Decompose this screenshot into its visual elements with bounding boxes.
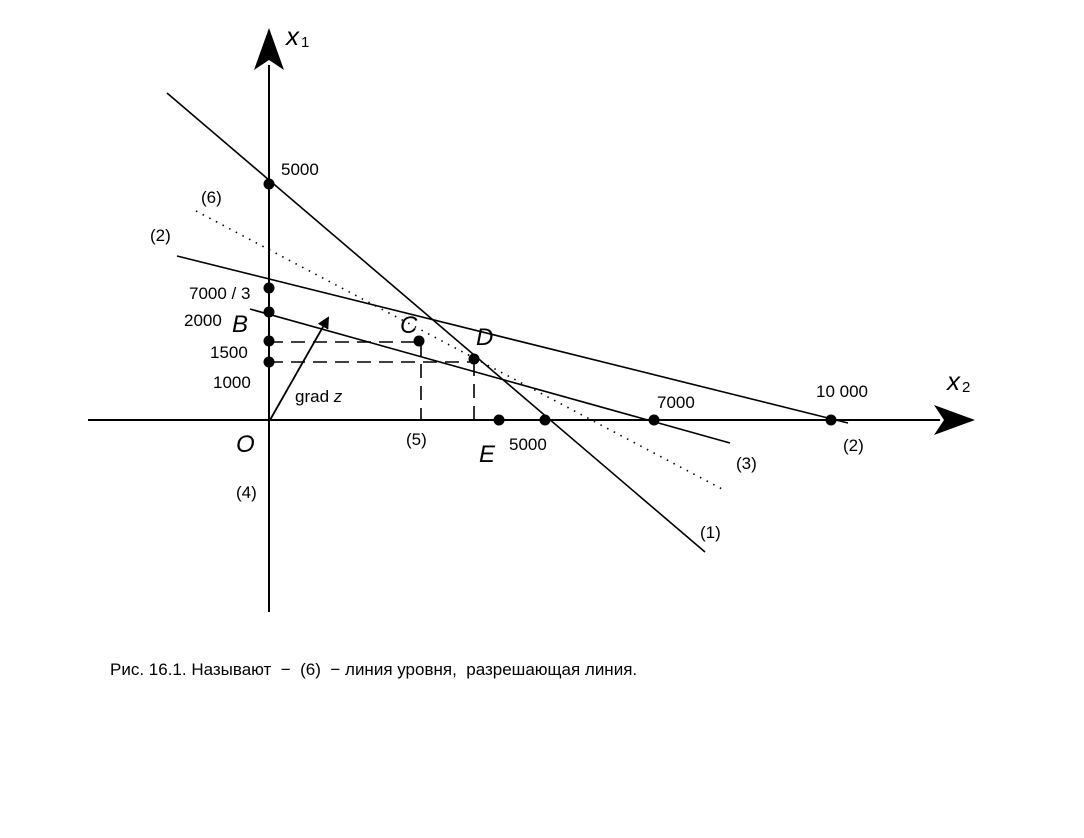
label-d: D [476, 324, 494, 351]
label-c: C [400, 312, 418, 339]
tick-x1-2000: 2000 [184, 311, 222, 330]
label-line-4: (4) [236, 483, 257, 502]
label-line-2-top: (2) [150, 226, 171, 245]
x2-axis-title: x 2 [947, 366, 971, 396]
x1-axis-arrowhead [254, 28, 284, 70]
label-b: B [232, 311, 249, 338]
grad-z-text: grad [295, 387, 334, 406]
label-line-5: (5) [406, 430, 427, 449]
point-x1-5000 [264, 179, 275, 190]
label-line-6: (6) [201, 188, 222, 207]
point-x2-10000 [826, 415, 837, 426]
grad-z-variable: z [333, 387, 343, 406]
line-2 [177, 256, 848, 423]
point-x1-7000-3 [264, 283, 275, 294]
line-6-level-line [196, 211, 722, 489]
point-d [469, 354, 480, 365]
grad-z-label [295, 387, 343, 406]
point-x2-7000 [649, 415, 660, 426]
figure-caption: Рис. 16.1. Называют − (6) − линия уровня, разрешающая линия. [110, 660, 638, 679]
tick-x1-1500: 1500 [210, 343, 248, 362]
label-origin: O [236, 431, 255, 458]
tick-x1-1000: 1000 [213, 373, 251, 392]
tick-x2-7000: 7000 [657, 393, 695, 412]
label-line-1: (1) [700, 523, 721, 542]
label-line-2-bottom: (2) [843, 436, 864, 455]
tick-x1-7000-3: 7000 / 3 [189, 284, 251, 303]
point-x1-1000 [264, 357, 275, 368]
label-e: E [479, 441, 496, 468]
x1-axis-title: x 1 [286, 21, 310, 51]
tick-x2-10000: 10 000 [816, 382, 868, 401]
tick-x1-5000: 5000 [281, 160, 319, 179]
point-e [494, 415, 505, 426]
label-line-3: (3) [736, 454, 757, 473]
point-b [264, 336, 275, 347]
point-x1-2000 [264, 307, 275, 318]
tick-x2-5000: 5000 [509, 435, 547, 454]
point-x2-5000 [540, 415, 551, 426]
x2-axis-arrowhead [934, 405, 975, 435]
